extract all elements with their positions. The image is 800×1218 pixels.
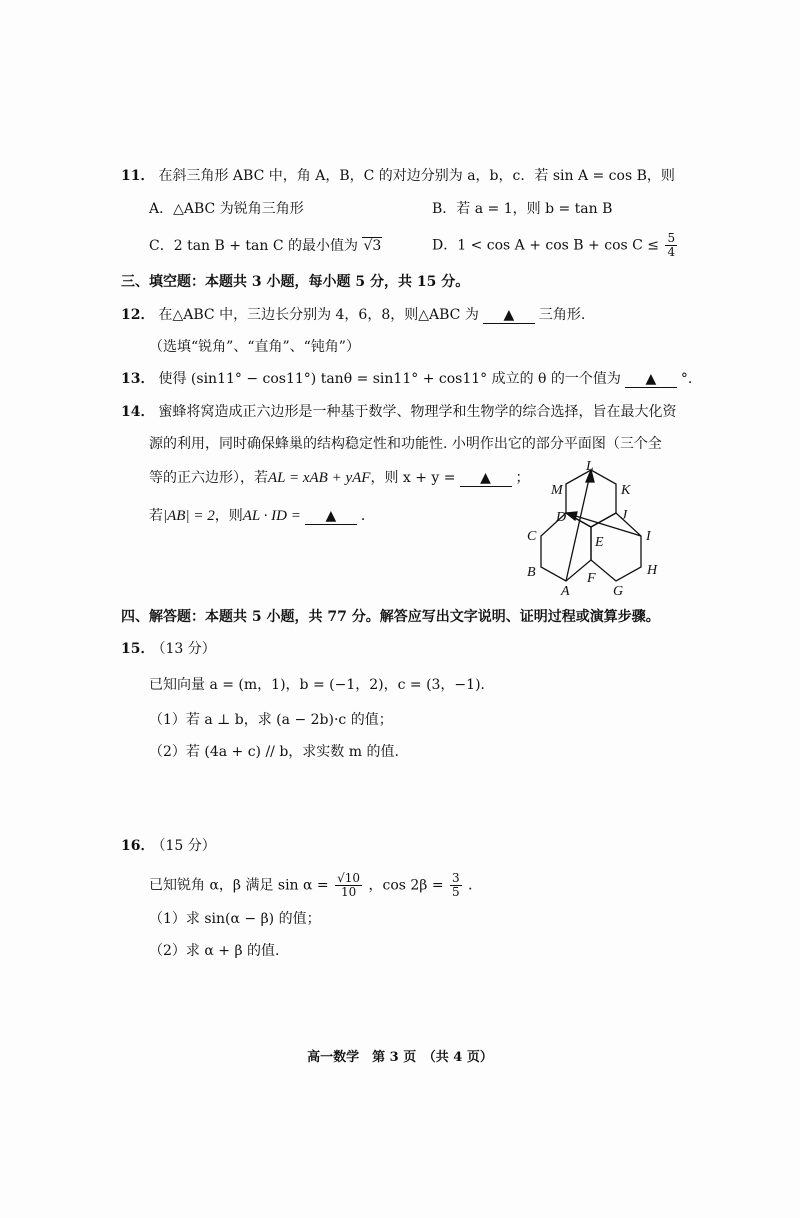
q11-option-c [149,236,382,256]
q14-line1 [121,402,676,422]
q11-d-numerator: 5 [667,231,676,245]
q14-dot-product: AL · ID = [242,508,301,524]
q16-given [149,872,482,899]
q11-d-denominator: 4 [667,245,676,259]
q12-post: 三角形. [538,307,586,323]
label-e: E [595,535,604,550]
label-j: J [621,508,628,523]
label-i: I [646,529,651,544]
label-l: L [586,459,594,474]
q15-number: 15． [121,641,155,657]
q14-line4-post: ． [360,508,375,524]
q16-cos-fraction [450,872,462,899]
label-h: H [647,563,658,578]
q11-stem-text: 在斜三角形 ABC 中，角 A，B，C 的对边分别为 a，b，c．若 sin A = cos B，则 [158,168,675,184]
q13-text: 使得 (sin11° − cos11°) tanθ = sin11° + cos11° 成立的 θ 的一个值为 [158,371,621,387]
q11-option-b: B．若 a = 1，则 b = tan B [432,201,613,217]
q12-hint: （选填“锐角”、“直角”、“钝角”） [149,339,360,355]
label-m: M [551,483,563,498]
q12-number: 12． [121,307,155,323]
q11-option-d [432,232,679,259]
q16-cos-denominator: 5 [452,885,460,899]
q16-part2: （2）求 α + β 的值. [149,943,280,959]
label-c: C [527,529,537,544]
q16-given-pre: 已知锐角 α，β 满足 sin α = [149,877,329,894]
label-d: D [556,510,567,525]
q15-given: 已知向量 a = (m，1)，b = (−1，2)，c = (3，−1)． [149,677,495,693]
q16-number: 16． [121,838,155,854]
q14-line3-pre: 等的正六边形），若 [149,470,268,486]
q13-number: 13． [121,371,155,387]
q14-line1-text: 蜜蜂将窝造成正六边形是一种基于数学、物理学和生物学的综合选择，旨在最大化资 [158,404,677,420]
q14-line3-post: ； [515,470,530,486]
q13-post: °. [680,371,693,387]
q15-part2: （2）若 (4a + c) // b，求实数 m 的值. [149,744,399,760]
q16-cos-numerator: 3 [452,871,460,885]
q12-answer-blank[interactable]: ▲ [483,307,535,324]
q14-line4-pre: 若 [149,508,163,524]
q15-score: （13 分） [158,641,216,657]
label-f: F [587,571,596,586]
q16-given-post: ． [468,877,483,894]
label-b: B [527,565,536,580]
q11-stem [121,166,675,186]
q16-part1: （1）求 sin(α − β) 的值； [149,911,321,927]
q14-line3 [149,468,530,488]
q13-line [121,369,692,389]
label-g: G [613,584,624,598]
q14-abs-condition: |AB| = 2 [163,508,215,524]
q11-number: 11． [121,168,155,184]
q16-given-mid: ，cos 2β = [368,877,444,894]
q12-text: 在△ABC 中，三边长分别为 4，6，8，则△ABC 为 [158,307,479,323]
q15-header [121,639,216,659]
q15-part1: （1）若 a ⊥ b，求 (a − 2b)·c 的值； [149,712,393,728]
q16-score: （15 分） [158,838,216,854]
q11-option-c-value: √3 [363,238,382,254]
q14-answer-blank-1[interactable]: ▲ [460,470,512,487]
q11-option-c-text: C．2 tan B + tan C 的最小值为 [149,238,363,254]
label-k: K [621,483,631,498]
q11-option-d-text: D．1 < cos A + cos B + cos C ≤ [432,237,664,254]
q16-header [121,836,216,856]
q14-line4-mid: ，则 [214,508,243,524]
q14-line2: 源的利用，同时确保蜂巢的结构稳定性和功能性. 小明作出它的部分平面图（三个全 [149,436,662,452]
q14-number: 14． [121,404,155,420]
q14-line4 [149,506,375,526]
q16-sin-denominator: 10 [340,885,357,899]
label-a: A [561,584,570,598]
section-3-heading: 三、填空题：本题共 3 小题，每小题 5 分，共 15 分。 [121,274,470,290]
q12-line [121,305,585,325]
q13-answer-blank[interactable]: ▲ [625,371,677,388]
page-footer: 高一数学 第 3 页 （共 4 页） [307,1050,493,1065]
q11-option-d-fraction [665,232,677,259]
honeycomb-figure [520,458,670,598]
q14-answer-blank-2[interactable]: ▲ [305,508,357,525]
q16-sin-numerator: √10 [337,871,361,885]
section-4-heading: 四、解答题：本题共 5 小题，共 77 分。解答应写出文字说明、证明过程或演算步骤。 [121,609,660,625]
arrow-id [566,512,577,520]
q14-line3-mid: ，则 x + y = [370,470,456,486]
q11-option-a: A．△ABC 为锐角三角形 [149,201,304,217]
q16-sin-fraction [335,872,362,899]
q14-vector-equation: AL = xAB + yAF [268,470,371,486]
